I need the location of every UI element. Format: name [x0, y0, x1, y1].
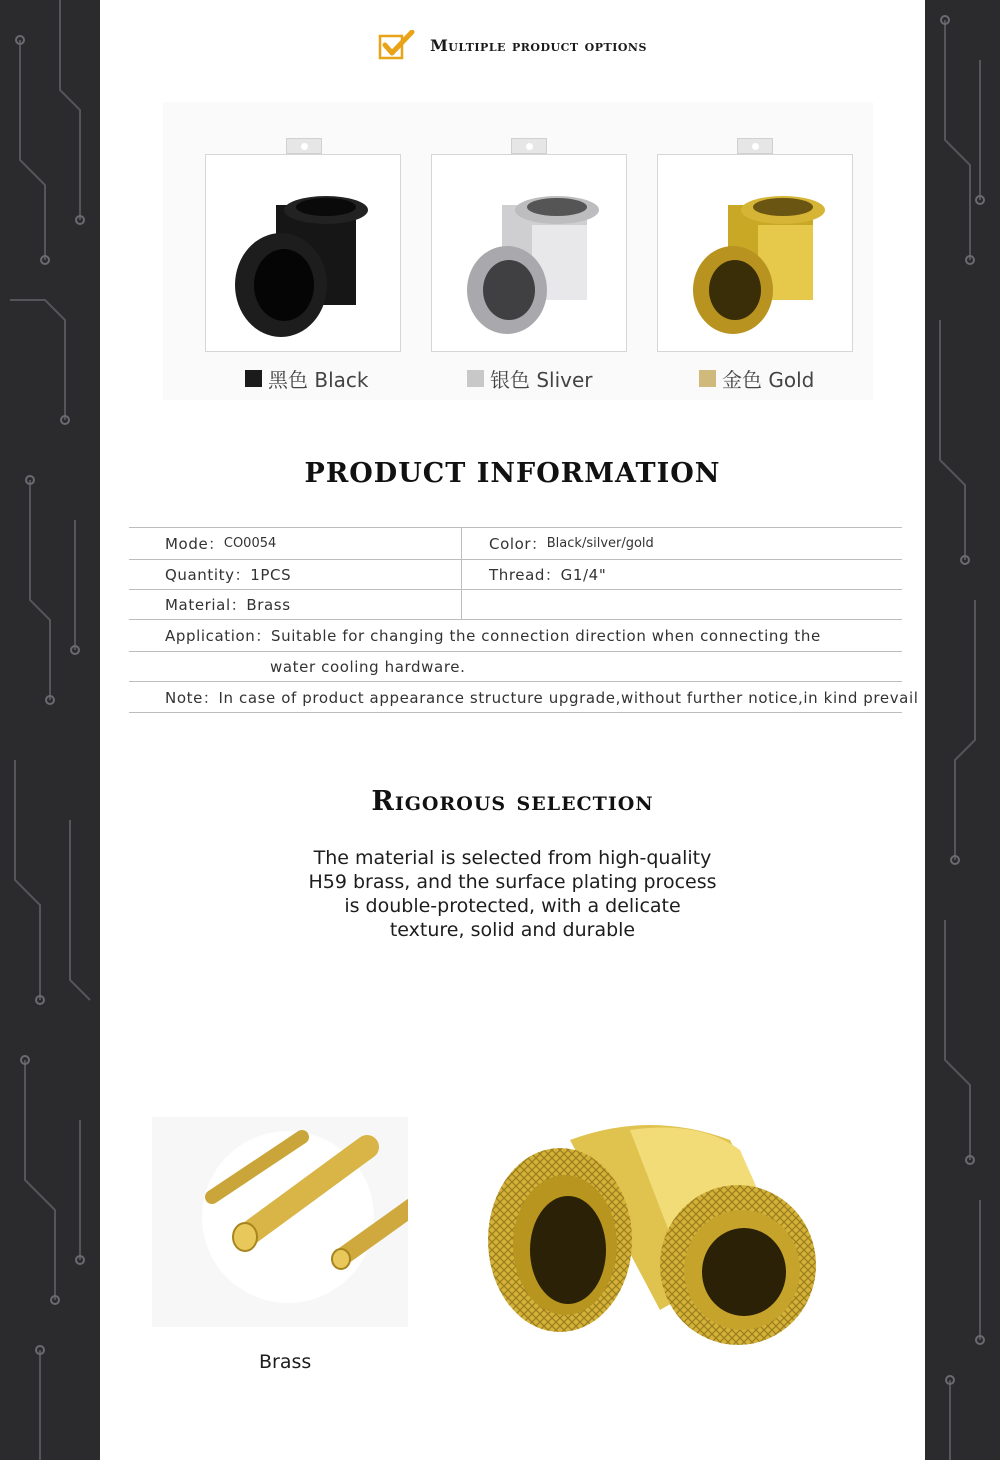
silver-swatch-icon	[467, 370, 484, 387]
black-swatch-icon	[245, 370, 262, 387]
circuit-pattern-left	[0, 0, 100, 1460]
options-heading	[100, 28, 925, 62]
table-row	[129, 527, 902, 559]
hang-tag	[511, 138, 547, 154]
right-circuit-background	[925, 0, 1000, 1460]
hang-tag	[286, 138, 322, 154]
variant-card-silver[interactable]	[431, 154, 627, 352]
brass-caption: Brass	[259, 1351, 312, 1373]
variant-label-gold: 金色 Gold	[699, 364, 814, 393]
mode-cell: Mode： CO0054	[165, 535, 277, 553]
gold-swatch-icon	[699, 370, 716, 387]
table-row	[129, 559, 902, 589]
gold-fitting-large-image	[480, 1110, 830, 1350]
material-cell: Material：Brass	[165, 596, 291, 614]
variant-card-black[interactable]	[205, 154, 401, 352]
left-circuit-background	[0, 0, 100, 1460]
table-row	[129, 619, 902, 681]
gold-fitting-image	[658, 155, 854, 353]
color-cell: Color： Black/silver/gold	[489, 535, 654, 553]
application-cell-line2: water cooling hardware.	[270, 657, 466, 676]
product-detail-panel	[100, 0, 925, 1460]
table-row	[129, 589, 902, 619]
product-information-title: PRODUCT INFORMATION	[304, 458, 721, 489]
material-description: The material is selected from high-quality H59 brass, and the surface plating process is double-protected, with a delicate texture, solid and durable	[308, 847, 717, 941]
options-title: Multiple product options	[430, 35, 647, 55]
black-fitting-image	[206, 155, 402, 353]
brass-rods-image	[152, 1117, 408, 1327]
hang-tag	[737, 138, 773, 154]
table-row	[129, 681, 919, 713]
brass-rods-illustration	[152, 1117, 408, 1327]
note-cell: Note：In case of product appearance structure upgrade,without further notice,in kind prevail	[165, 688, 919, 707]
variant-gallery	[163, 102, 873, 400]
variant-label-silver: 银色 Sliver	[467, 364, 593, 393]
application-cell-line1: Application：Suitable for changing the connection direction when connecting the	[165, 627, 821, 645]
variant-label-black: 黑色 Black	[245, 364, 368, 393]
silver-fitting-image	[432, 155, 628, 353]
circuit-pattern-right	[925, 0, 1000, 1460]
quantity-cell: Quantity：1PCS	[165, 566, 292, 584]
thread-cell: Thread：G1/4"	[489, 566, 607, 584]
gold-elbow-fitting-illustration	[480, 1110, 830, 1350]
variant-card-gold[interactable]	[657, 154, 853, 352]
rigorous-selection-title: Rigorous selection	[371, 786, 654, 817]
checkmark-icon	[378, 30, 416, 60]
